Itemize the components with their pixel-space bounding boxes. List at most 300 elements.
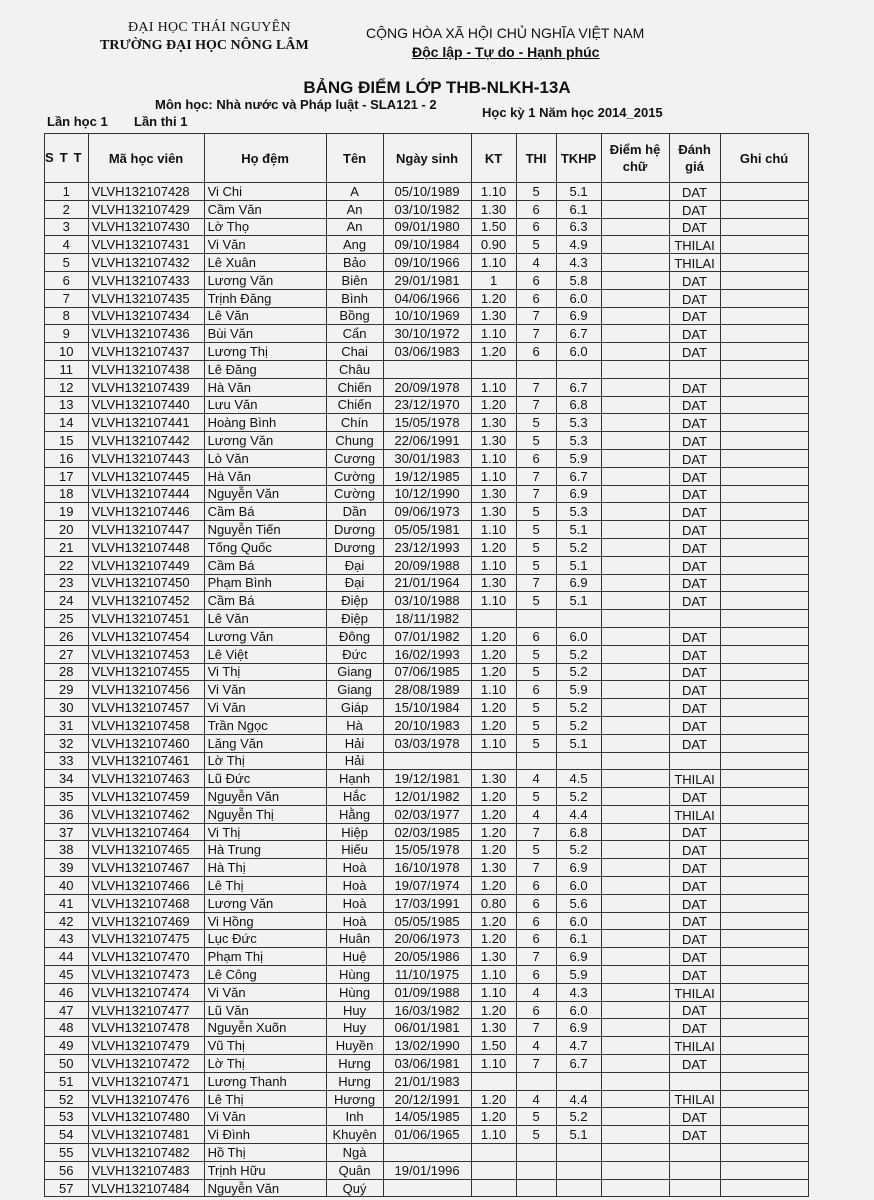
birthdate-cell: 02/03/1977 bbox=[383, 805, 471, 823]
thi-cell: 6 bbox=[516, 200, 556, 218]
letter-grade-cell bbox=[601, 467, 669, 485]
birthdate-cell: 15/05/1978 bbox=[383, 414, 471, 432]
stt-cell: 24 bbox=[45, 592, 89, 610]
table-row bbox=[45, 983, 809, 1001]
table-row bbox=[45, 894, 809, 912]
birthdate-cell: 10/10/1969 bbox=[383, 307, 471, 325]
kt-cell: 1.30 bbox=[471, 574, 516, 592]
evaluation-cell: DAT bbox=[669, 343, 720, 361]
note-cell bbox=[720, 521, 808, 539]
middle-name-cell: Lũ Đức bbox=[204, 770, 326, 788]
tkhp-cell: 5.2 bbox=[556, 716, 601, 734]
note-cell bbox=[720, 200, 808, 218]
stt-cell: 45 bbox=[45, 966, 89, 984]
birthdate-cell: 09/10/1966 bbox=[383, 254, 471, 272]
evaluation-cell: DAT bbox=[669, 699, 720, 717]
col-header-note: Ghi chú bbox=[720, 134, 808, 183]
thi-cell bbox=[516, 610, 556, 628]
middle-name-cell: Hà Thị bbox=[204, 859, 326, 877]
birthdate-cell: 04/06/1966 bbox=[383, 289, 471, 307]
birthdate-cell: 30/01/1983 bbox=[383, 449, 471, 467]
letter-grade-cell bbox=[601, 823, 669, 841]
note-cell bbox=[720, 752, 808, 770]
thi-cell: 4 bbox=[516, 983, 556, 1001]
thi-cell: 5 bbox=[516, 521, 556, 539]
note-cell bbox=[720, 663, 808, 681]
middle-name-cell: Lương Thanh bbox=[204, 1072, 326, 1090]
birthdate-cell: 20/09/1978 bbox=[383, 378, 471, 396]
kt-cell: 1.10 bbox=[471, 592, 516, 610]
tkhp-cell: 6.9 bbox=[556, 859, 601, 877]
student-id-cell: VLVH132107484 bbox=[88, 1179, 204, 1197]
stt-cell: 4 bbox=[45, 236, 89, 254]
page-title: BẢNG ĐIỂM LỚP THB-NLKH-13A bbox=[303, 78, 571, 97]
evaluation-cell: DAT bbox=[669, 449, 720, 467]
note-cell bbox=[720, 449, 808, 467]
kt-cell: 1.10 bbox=[471, 254, 516, 272]
tkhp-cell bbox=[556, 752, 601, 770]
note-cell bbox=[720, 681, 808, 699]
evaluation-cell: DAT bbox=[669, 485, 720, 503]
thi-cell bbox=[516, 1179, 556, 1197]
stt-cell: 28 bbox=[45, 663, 89, 681]
first-name-cell: Bình bbox=[326, 289, 383, 307]
kt-cell: 1.10 bbox=[471, 467, 516, 485]
note-cell bbox=[720, 218, 808, 236]
middle-name-cell: Cầm Bá bbox=[204, 556, 326, 574]
student-id-cell: VLVH132107482 bbox=[88, 1144, 204, 1162]
student-id-cell: VLVH132107459 bbox=[88, 788, 204, 806]
note-cell bbox=[720, 1144, 808, 1162]
thi-cell: 4 bbox=[516, 1090, 556, 1108]
birthdate-cell: 01/09/1988 bbox=[383, 983, 471, 1001]
kt-cell: 1.20 bbox=[471, 627, 516, 645]
first-name-cell: Hiệp bbox=[326, 823, 383, 841]
table-row bbox=[45, 200, 809, 218]
first-name-cell: Dương bbox=[326, 538, 383, 556]
note-cell bbox=[720, 859, 808, 877]
stt-cell: 26 bbox=[45, 627, 89, 645]
birthdate-cell: 30/10/1972 bbox=[383, 325, 471, 343]
table-row bbox=[45, 788, 809, 806]
student-id-cell: VLVH132107432 bbox=[88, 254, 204, 272]
evaluation-cell: DAT bbox=[669, 734, 720, 752]
thi-cell: 6 bbox=[516, 343, 556, 361]
evaluation-cell: DAT bbox=[669, 788, 720, 806]
exam-attempt: Lần thi 1 bbox=[134, 114, 188, 129]
table-row bbox=[45, 645, 809, 663]
student-id-cell: VLVH132107461 bbox=[88, 752, 204, 770]
tkhp-cell: 6.9 bbox=[556, 574, 601, 592]
letter-grade-cell bbox=[601, 877, 669, 895]
student-id-cell: VLVH132107446 bbox=[88, 503, 204, 521]
table-row bbox=[45, 1055, 809, 1073]
table-row bbox=[45, 734, 809, 752]
note-cell bbox=[720, 930, 808, 948]
first-name-cell: Hắc bbox=[326, 788, 383, 806]
thi-cell bbox=[516, 1072, 556, 1090]
first-name-cell: Bồng bbox=[326, 307, 383, 325]
tkhp-cell: 5.1 bbox=[556, 734, 601, 752]
stt-cell: 10 bbox=[45, 343, 89, 361]
table-row bbox=[45, 254, 809, 272]
note-cell bbox=[720, 894, 808, 912]
tkhp-cell: 6.9 bbox=[556, 307, 601, 325]
kt-cell: 1.10 bbox=[471, 325, 516, 343]
letter-grade-cell bbox=[601, 734, 669, 752]
evaluation-cell: DAT bbox=[669, 663, 720, 681]
table-row bbox=[45, 1161, 809, 1179]
evaluation-cell: DAT bbox=[669, 966, 720, 984]
thi-cell: 7 bbox=[516, 574, 556, 592]
letter-grade-cell bbox=[601, 770, 669, 788]
thi-cell: 5 bbox=[516, 236, 556, 254]
evaluation-cell: DAT bbox=[669, 1019, 720, 1037]
student-id-cell: VLVH132107477 bbox=[88, 1001, 204, 1019]
letter-grade-cell bbox=[601, 645, 669, 663]
note-cell bbox=[720, 1179, 808, 1197]
note-cell bbox=[720, 610, 808, 628]
evaluation-cell: DAT bbox=[669, 841, 720, 859]
tkhp-cell: 6.8 bbox=[556, 396, 601, 414]
birthdate-cell: 20/09/1988 bbox=[383, 556, 471, 574]
thi-cell: 6 bbox=[516, 271, 556, 289]
first-name-cell: Hưng bbox=[326, 1072, 383, 1090]
note-cell bbox=[720, 877, 808, 895]
tkhp-cell: 5.2 bbox=[556, 538, 601, 556]
note-cell bbox=[720, 966, 808, 984]
kt-cell: 0.80 bbox=[471, 894, 516, 912]
note-cell bbox=[720, 1090, 808, 1108]
letter-grade-cell bbox=[601, 1179, 669, 1197]
middle-name-cell: Lê Văn bbox=[204, 610, 326, 628]
stt-cell: 20 bbox=[45, 521, 89, 539]
kt-cell: 1.20 bbox=[471, 877, 516, 895]
first-name-cell: Đông bbox=[326, 627, 383, 645]
middle-name-cell: Tống Quốc bbox=[204, 538, 326, 556]
stt-cell: 49 bbox=[45, 1037, 89, 1055]
birthdate-cell: 09/06/1973 bbox=[383, 503, 471, 521]
note-cell bbox=[720, 556, 808, 574]
letter-grade-cell bbox=[601, 752, 669, 770]
note-cell bbox=[720, 467, 808, 485]
birthdate-cell: 21/01/1964 bbox=[383, 574, 471, 592]
stt-cell: 53 bbox=[45, 1108, 89, 1126]
thi-cell: 5 bbox=[516, 841, 556, 859]
first-name-cell: Bảo bbox=[326, 254, 383, 272]
kt-cell bbox=[471, 1144, 516, 1162]
middle-name-cell: Vi Văn bbox=[204, 681, 326, 699]
birthdate-cell: 19/12/1981 bbox=[383, 770, 471, 788]
letter-grade-cell bbox=[601, 859, 669, 877]
tkhp-cell: 4.7 bbox=[556, 1037, 601, 1055]
thi-cell: 5 bbox=[516, 788, 556, 806]
stt-cell: 23 bbox=[45, 574, 89, 592]
letter-grade-cell bbox=[601, 396, 669, 414]
evaluation-cell bbox=[669, 1161, 720, 1179]
middle-name-cell: Lương Văn bbox=[204, 894, 326, 912]
first-name-cell: Giang bbox=[326, 663, 383, 681]
stt-cell: 41 bbox=[45, 894, 89, 912]
note-cell bbox=[720, 1161, 808, 1179]
thi-cell: 7 bbox=[516, 325, 556, 343]
first-name-cell: Dần bbox=[326, 503, 383, 521]
evaluation-cell: THILAI bbox=[669, 1090, 720, 1108]
letter-grade-cell bbox=[601, 1090, 669, 1108]
stt-cell: 38 bbox=[45, 841, 89, 859]
semester-line: Học kỳ 1 Năm học 2014_2015 bbox=[482, 105, 663, 120]
tkhp-cell: 6.0 bbox=[556, 912, 601, 930]
stt-cell: 14 bbox=[45, 414, 89, 432]
letter-grade-cell bbox=[601, 610, 669, 628]
note-cell bbox=[720, 716, 808, 734]
middle-name-cell: Phạm Bình bbox=[204, 574, 326, 592]
evaluation-cell: DAT bbox=[669, 1108, 720, 1126]
middle-name-cell: Lê Thị bbox=[204, 877, 326, 895]
letter-grade-cell bbox=[601, 930, 669, 948]
student-id-cell: VLVH132107457 bbox=[88, 699, 204, 717]
first-name-cell: Châu bbox=[326, 360, 383, 378]
first-name-cell: Cương bbox=[326, 449, 383, 467]
middle-name-cell: Vi Đình bbox=[204, 1126, 326, 1144]
col-header-stt: STT bbox=[45, 134, 89, 183]
col-header-letter-grade: Điểm hệ chữ bbox=[601, 134, 669, 183]
letter-grade-cell bbox=[601, 966, 669, 984]
first-name-cell: Quý bbox=[326, 1179, 383, 1197]
birthdate-cell bbox=[383, 1144, 471, 1162]
stt-cell: 47 bbox=[45, 1001, 89, 1019]
student-id-cell: VLVH132107453 bbox=[88, 645, 204, 663]
thi-cell: 5 bbox=[516, 592, 556, 610]
kt-cell bbox=[471, 610, 516, 628]
middle-name-cell: Cầm Bá bbox=[204, 503, 326, 521]
stt-cell: 21 bbox=[45, 538, 89, 556]
stt-cell: 34 bbox=[45, 770, 89, 788]
stt-cell: 44 bbox=[45, 948, 89, 966]
birthdate-cell: 29/01/1981 bbox=[383, 271, 471, 289]
evaluation-cell: DAT bbox=[669, 289, 720, 307]
middle-name-cell: Nguyễn Văn bbox=[204, 1179, 326, 1197]
student-id-cell: VLVH132107475 bbox=[88, 930, 204, 948]
thi-cell: 6 bbox=[516, 877, 556, 895]
table-row bbox=[45, 752, 809, 770]
col-header-kt: KT bbox=[471, 134, 516, 183]
evaluation-cell: DAT bbox=[669, 716, 720, 734]
evaluation-cell: DAT bbox=[669, 894, 720, 912]
tkhp-cell: 5.2 bbox=[556, 699, 601, 717]
kt-cell: 1.20 bbox=[471, 805, 516, 823]
letter-grade-cell bbox=[601, 681, 669, 699]
table-row bbox=[45, 449, 809, 467]
middle-name-cell: Lê Văn bbox=[204, 307, 326, 325]
table-row bbox=[45, 485, 809, 503]
table-row bbox=[45, 823, 809, 841]
student-id-cell: VLVH132107473 bbox=[88, 966, 204, 984]
birthdate-cell: 21/01/1983 bbox=[383, 1072, 471, 1090]
student-id-cell: VLVH132107449 bbox=[88, 556, 204, 574]
stt-cell: 40 bbox=[45, 877, 89, 895]
table-row bbox=[45, 716, 809, 734]
tkhp-cell: 5.3 bbox=[556, 432, 601, 450]
evaluation-cell: DAT bbox=[669, 183, 720, 201]
stt-cell: 3 bbox=[45, 218, 89, 236]
middle-name-cell: Lương Văn bbox=[204, 271, 326, 289]
student-id-cell: VLVH132107442 bbox=[88, 432, 204, 450]
thi-cell: 7 bbox=[516, 859, 556, 877]
stt-cell: 50 bbox=[45, 1055, 89, 1073]
thi-cell: 5 bbox=[516, 1108, 556, 1126]
letter-grade-cell bbox=[601, 236, 669, 254]
kt-cell: 1.20 bbox=[471, 788, 516, 806]
note-cell bbox=[720, 734, 808, 752]
letter-grade-cell bbox=[601, 521, 669, 539]
note-cell bbox=[720, 396, 808, 414]
evaluation-cell bbox=[669, 1072, 720, 1090]
first-name-cell: Hải bbox=[326, 752, 383, 770]
tkhp-cell: 6.1 bbox=[556, 200, 601, 218]
letter-grade-cell bbox=[601, 556, 669, 574]
table-row bbox=[45, 930, 809, 948]
evaluation-cell: DAT bbox=[669, 592, 720, 610]
tkhp-cell: 6.1 bbox=[556, 930, 601, 948]
first-name-cell: Cường bbox=[326, 467, 383, 485]
first-name-cell: Chung bbox=[326, 432, 383, 450]
birthdate-cell: 19/01/1996 bbox=[383, 1161, 471, 1179]
thi-cell: 6 bbox=[516, 966, 556, 984]
col-header-first-name: Tên bbox=[326, 134, 383, 183]
kt-cell: 1.20 bbox=[471, 289, 516, 307]
first-name-cell: Đại bbox=[326, 556, 383, 574]
birthdate-cell: 07/06/1985 bbox=[383, 663, 471, 681]
birthdate-cell: 09/01/1980 bbox=[383, 218, 471, 236]
birthdate-cell: 14/05/1985 bbox=[383, 1108, 471, 1126]
note-cell bbox=[720, 1001, 808, 1019]
table-row bbox=[45, 1037, 809, 1055]
middle-name-cell: Phạm Thị bbox=[204, 948, 326, 966]
note-cell bbox=[720, 574, 808, 592]
table-row bbox=[45, 841, 809, 859]
note-cell bbox=[720, 538, 808, 556]
birthdate-cell: 23/12/1970 bbox=[383, 396, 471, 414]
kt-cell: 1.10 bbox=[471, 681, 516, 699]
student-id-cell: VLVH132107445 bbox=[88, 467, 204, 485]
evaluation-cell: DAT bbox=[669, 325, 720, 343]
student-id-cell: VLVH132107447 bbox=[88, 521, 204, 539]
thi-cell: 7 bbox=[516, 1055, 556, 1073]
first-name-cell: Giáp bbox=[326, 699, 383, 717]
kt-cell: 1.30 bbox=[471, 485, 516, 503]
thi-cell: 7 bbox=[516, 1019, 556, 1037]
university-name: ĐẠI HỌC THÁI NGUYÊN bbox=[128, 20, 291, 35]
birthdate-cell: 22/06/1991 bbox=[383, 432, 471, 450]
first-name-cell: Chai bbox=[326, 343, 383, 361]
student-id-cell: VLVH132107467 bbox=[88, 859, 204, 877]
birthdate-cell: 03/06/1983 bbox=[383, 343, 471, 361]
tkhp-cell: 5.2 bbox=[556, 663, 601, 681]
kt-cell: 1.20 bbox=[471, 930, 516, 948]
middle-name-cell: Lục Đức bbox=[204, 930, 326, 948]
stt-cell: 19 bbox=[45, 503, 89, 521]
first-name-cell: Biên bbox=[326, 271, 383, 289]
tkhp-cell: 6.0 bbox=[556, 343, 601, 361]
student-id-cell: VLVH132107481 bbox=[88, 1126, 204, 1144]
first-name-cell: Hà bbox=[326, 716, 383, 734]
note-cell bbox=[720, 183, 808, 201]
birthdate-cell: 05/10/1989 bbox=[383, 183, 471, 201]
stt-cell: 5 bbox=[45, 254, 89, 272]
col-header-thi: THI bbox=[516, 134, 556, 183]
kt-cell: 1.20 bbox=[471, 538, 516, 556]
kt-cell: 1.20 bbox=[471, 1108, 516, 1126]
note-cell bbox=[720, 1072, 808, 1090]
birthdate-cell: 18/11/1982 bbox=[383, 610, 471, 628]
tkhp-cell: 6.7 bbox=[556, 378, 601, 396]
middle-name-cell: Vi Văn bbox=[204, 1108, 326, 1126]
first-name-cell: Huyền bbox=[326, 1037, 383, 1055]
table-row bbox=[45, 1108, 809, 1126]
evaluation-cell: DAT bbox=[669, 948, 720, 966]
student-id-cell: VLVH132107472 bbox=[88, 1055, 204, 1073]
evaluation-cell: DAT bbox=[669, 645, 720, 663]
thi-cell: 6 bbox=[516, 894, 556, 912]
kt-cell: 1 bbox=[471, 271, 516, 289]
note-cell bbox=[720, 770, 808, 788]
first-name-cell: Hạnh bbox=[326, 770, 383, 788]
letter-grade-cell bbox=[601, 538, 669, 556]
thi-cell: 6 bbox=[516, 930, 556, 948]
stt-cell: 9 bbox=[45, 325, 89, 343]
tkhp-cell: 6.7 bbox=[556, 1055, 601, 1073]
stt-cell: 15 bbox=[45, 432, 89, 450]
note-cell bbox=[720, 592, 808, 610]
middle-name-cell: Lương Thị bbox=[204, 343, 326, 361]
kt-cell: 1.10 bbox=[471, 183, 516, 201]
middle-name-cell: Vi Văn bbox=[204, 983, 326, 1001]
thi-cell: 5 bbox=[516, 699, 556, 717]
first-name-cell: Hùng bbox=[326, 966, 383, 984]
tkhp-cell: 6.0 bbox=[556, 289, 601, 307]
table-row bbox=[45, 948, 809, 966]
letter-grade-cell bbox=[601, 414, 669, 432]
student-id-cell: VLVH132107454 bbox=[88, 627, 204, 645]
student-id-cell: VLVH132107480 bbox=[88, 1108, 204, 1126]
thi-cell: 4 bbox=[516, 1037, 556, 1055]
kt-cell: 1.20 bbox=[471, 912, 516, 930]
tkhp-cell bbox=[556, 1161, 601, 1179]
grades-table bbox=[44, 133, 809, 1197]
first-name-cell: Dương bbox=[326, 521, 383, 539]
tkhp-cell: 6.7 bbox=[556, 325, 601, 343]
tkhp-cell: 5.8 bbox=[556, 271, 601, 289]
table-row bbox=[45, 467, 809, 485]
thi-cell: 5 bbox=[516, 183, 556, 201]
kt-cell: 1.10 bbox=[471, 556, 516, 574]
table-row bbox=[45, 289, 809, 307]
kt-cell: 1.20 bbox=[471, 841, 516, 859]
first-name-cell: Chiến bbox=[326, 378, 383, 396]
table-row bbox=[45, 859, 809, 877]
birthdate-cell: 03/03/1978 bbox=[383, 734, 471, 752]
thi-cell: 6 bbox=[516, 289, 556, 307]
kt-cell: 1.30 bbox=[471, 770, 516, 788]
table-row bbox=[45, 503, 809, 521]
letter-grade-cell bbox=[601, 378, 669, 396]
tkhp-cell: 5.2 bbox=[556, 645, 601, 663]
note-cell bbox=[720, 805, 808, 823]
table-row bbox=[45, 592, 809, 610]
evaluation-cell: DAT bbox=[669, 307, 720, 325]
table-row bbox=[45, 343, 809, 361]
